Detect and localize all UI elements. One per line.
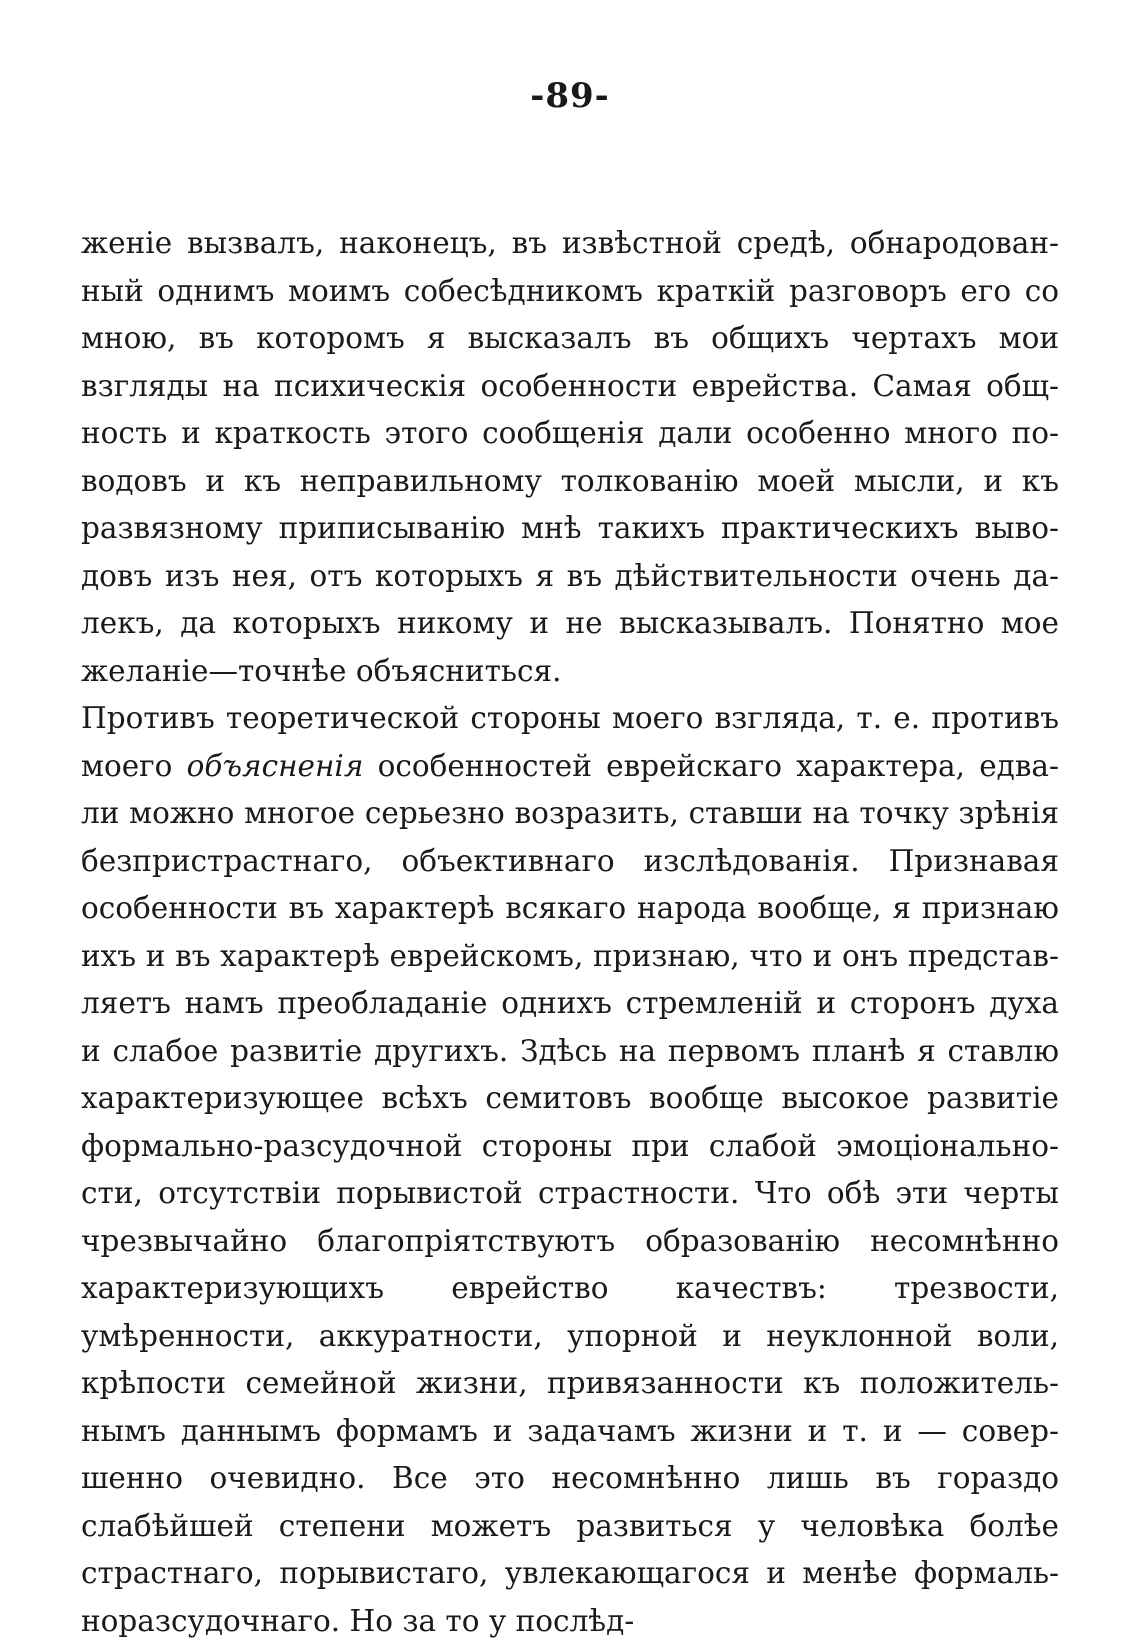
text-line: лекъ, да которыхъ никому и не высказывалъ. Понятно мое: [81, 600, 1059, 648]
text-line: женіе вызвалъ, наконецъ, въ извѣстной средѣ, обнародован-: [81, 220, 1059, 268]
paragraph: [81, 695, 1059, 1645]
text-line: ный однимъ моимъ собесѣдникомъ краткій разговоръ его со: [81, 268, 1059, 316]
text-line: довъ изъ нея, отъ которыхъ я въ дѣйствительности очень да-: [81, 553, 1059, 601]
text-line: нымъ даннымъ формамъ и задачамъ жизни и т. и — совер-: [81, 1408, 1059, 1456]
text-line: водовъ и къ неправильному толкованію моей мысли, и къ: [81, 458, 1059, 506]
text-line: желаніе—точнѣе объясниться.: [81, 648, 1059, 696]
text-line: [81, 743, 1059, 791]
page-number: -89-: [0, 76, 1140, 116]
text-line: взгляды на психическія особенности еврейства. Самая общ-: [81, 363, 1059, 411]
text-line: ихъ и въ характерѣ еврейскомъ, признаю, что и онъ представ-: [81, 933, 1059, 981]
text-line: безпристрастнаго, объективнаго изслѣдованія. Признавая: [81, 838, 1059, 886]
text-line: и слабое развитіе другихъ. Здѣсь на первомъ планѣ я ставлю: [81, 1028, 1059, 1076]
text-line: чрезвычайно благопріятствуютъ образованію несомнѣнно: [81, 1218, 1059, 1266]
text-line: особенности въ характерѣ всякаго народа вообще, я признаю: [81, 885, 1059, 933]
text-line: мною, въ которомъ я высказалъ въ общихъ чертахъ мои: [81, 315, 1059, 363]
text-line: сти, отсутствіи порывистой страстности. Что обѣ эти черты: [81, 1170, 1059, 1218]
emphasized-word: объясненія: [187, 749, 364, 783]
text-line: характеризующихъ еврейство качествъ: трезвости,: [81, 1265, 1059, 1313]
text-segment: особенностей еврейскаго характера, едва-: [363, 749, 1059, 783]
body-text: [81, 220, 1059, 1645]
text-line: норазсудочнаго. Но за то у послѣд-: [81, 1598, 1059, 1645]
text-line: ность и краткость этого сообщенія дали особенно много по-: [81, 410, 1059, 458]
text-line: страстнаго, порывистаго, увлекающагося и менѣе формаль-: [81, 1550, 1059, 1598]
text-line: крѣпости семейной жизни, привязанности къ положитель-: [81, 1360, 1059, 1408]
text-line: ляетъ намъ преобладаніе однихъ стремленій и сторонъ духа: [81, 980, 1059, 1028]
text-line: ли можно многое серьезно возразить, ставши на точку зрѣнія: [81, 790, 1059, 838]
text-segment: моего: [81, 749, 187, 783]
text-line: слабѣйшей степени можетъ развиться у человѣка болѣе: [81, 1503, 1059, 1551]
text-line: шенно очевидно. Все это несомнѣнно лишь въ гораздо: [81, 1455, 1059, 1503]
text-line: развязному приписыванію мнѣ такихъ практическихъ выво-: [81, 505, 1059, 553]
text-line: Противъ теоретической стороны моего взгляда, т. е. противъ: [81, 695, 1059, 743]
text-line: умѣренности, аккуратности, упорной и неуклонной воли,: [81, 1313, 1059, 1361]
text-line: формально-разсудочной стороны при слабой эмоціонально-: [81, 1123, 1059, 1171]
text-line: характеризующее всѣхъ семитовъ вообще высокое развитіе: [81, 1075, 1059, 1123]
paragraph: [81, 220, 1059, 695]
